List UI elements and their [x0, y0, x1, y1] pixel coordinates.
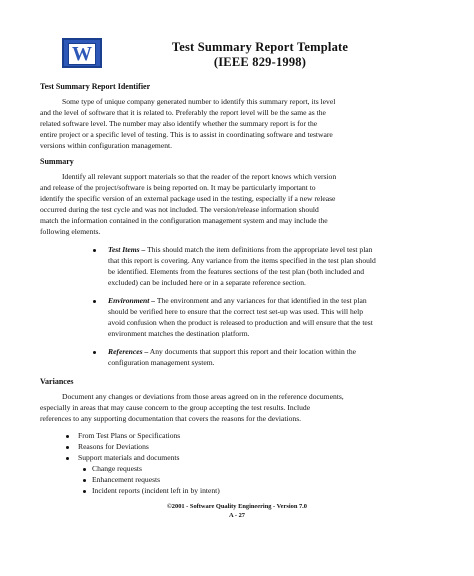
summary-line: occurred during the test cycle and was not included. The version/release information should	[40, 205, 319, 214]
identifier-line: related software level. The number may also identify whether the summary report is for the	[40, 119, 318, 128]
identifier-line: and the level of software that it is related to. Preferably the report level will be the same as the	[40, 108, 326, 117]
bullet-dot	[66, 435, 69, 438]
test-items-line: excluded) can be included here or in a separate reference section.	[108, 278, 306, 287]
footer-copyright: ©2001 - Software Quality Engineering - Version 7.0	[167, 503, 307, 510]
bullet-dot	[66, 457, 69, 460]
word-document-icon	[62, 38, 102, 68]
summary-heading: Summary	[40, 157, 74, 166]
summary-line: and release of the project/software is being reported on. It may be particularly important to	[40, 183, 316, 192]
variance-sublist-item: Incident reports (incident left in by intent)	[92, 486, 220, 495]
variances-line: Document any changes or deviations from those areas agreed on in the reference documents,	[62, 392, 344, 401]
document-title	[150, 40, 370, 70]
environment-line: avoid confusion when the product is released to production and will ensure that the test	[108, 318, 373, 327]
variances-line: references to any supporting documentation that covers the reasons for the deviations.	[40, 414, 302, 423]
variances-heading: Variances	[40, 377, 74, 386]
identifier-heading: Test Summary Report Identifier	[40, 82, 151, 91]
word-logo-letter: W	[68, 43, 96, 65]
sub-bullet-dot	[83, 468, 86, 471]
summary-line: match the information contained in the configuration management system and may include the	[40, 216, 328, 225]
environment-first-line	[108, 295, 367, 306]
bullet-dot	[93, 249, 96, 252]
variance-sublist-item: Enhancement requests	[92, 475, 161, 484]
bullet-dot	[66, 446, 69, 449]
summary-line: Identify all relevant support materials so that the reader of the report knows which version	[62, 172, 337, 181]
bullet-dot	[93, 300, 96, 303]
variance-list-item: Reasons for Deviations	[78, 442, 149, 451]
test-items-line: that this report is covering. Any variance from the items specified in the test plan should	[108, 256, 376, 265]
summary-line: identify the specific version of an external package used in the testing, especially if a new release	[40, 194, 336, 203]
variances-line: especially in areas that may cause concern to the group accepting the test results. Include	[40, 403, 311, 412]
test-items-line: be identified. Elements from the features sections of the test plan (both included and	[108, 267, 364, 276]
environment-label: Environment –	[108, 296, 156, 305]
test-items-label: Test Items –	[108, 245, 146, 254]
bullet-dot	[93, 351, 96, 354]
sub-bullet-dot	[83, 479, 86, 482]
environment-line: environment matches the destination platform.	[108, 329, 250, 338]
title-line-2: (IEEE 829-1998)	[213, 55, 307, 69]
test-items-text: This should match the item definitions from the appropriate level test plan	[145, 245, 373, 254]
environment-line: should be verified here to ensure that the correct test set-up was used. This will help	[108, 307, 364, 316]
references-line: configuration management system.	[108, 358, 215, 367]
references-text: Any documents that support this report and their location within the	[148, 347, 357, 356]
footer-page-number: A - 27	[229, 512, 245, 519]
test-items-first-line	[108, 244, 372, 255]
variance-list-item: Support materials and documents	[78, 453, 180, 462]
references-first-line	[108, 346, 356, 357]
sub-bullet-dot	[83, 490, 86, 493]
variance-sublist-item: Change requests	[92, 464, 142, 473]
environment-text: The environment and any variances for that identified in the test plan	[155, 296, 367, 305]
identifier-line: Some type of unique company generated number to identify this summary report, its level	[62, 97, 336, 106]
identifier-line: entire project or a specific level of testing. This is to assist in coordinating software and testware	[40, 130, 333, 139]
references-label: References –	[108, 347, 149, 356]
summary-line: following elements.	[40, 227, 101, 236]
title-line-1: Test Summary Report Template	[171, 40, 349, 54]
identifier-line: versions within configuration management.	[40, 141, 173, 150]
variance-list-item: From Test Plans or Specifications	[78, 431, 181, 440]
